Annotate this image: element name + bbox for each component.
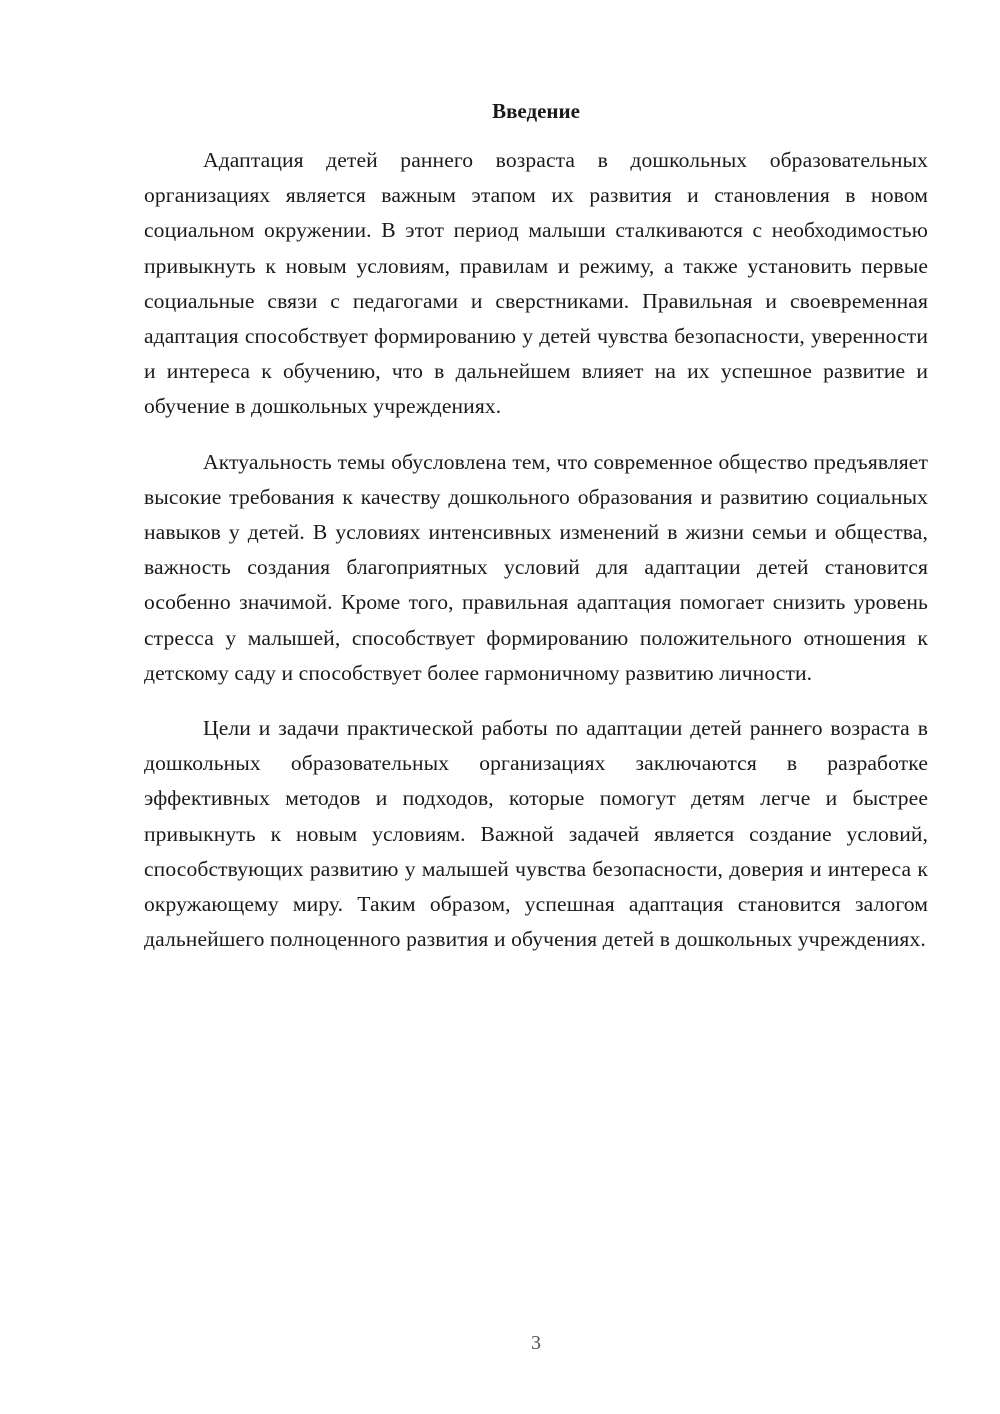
paragraph-1: Адаптация детей раннего возраста в дошкольных образовательных организациях является важным этапом их развития и становления в новом социальном окружении. В этот период малыши сталкиваются с необходимостью привыкнуть к новым условиям, правилам и режиму, а также установить первые социальные связи с педагогами и сверстниками. Правильная и своевременная адаптация способствует формированию у детей чувства безопасности, уверенности и интереса к обучению, что в дальнейшем влияет на их успешное развитие и обучение в дошкольных учреждениях. <box>144 148 928 419</box>
paragraph-3: Цели и задачи практической работы по адаптации детей раннего возраста в дошкольных образовательных организациях заключаются в разработке эффективных методов и подходов, которые помогут детям легче и быстрее привыкнуть к новым условиям. Важной задачей является создание условий, способствующих развитию у малышей чувства безопасности, доверия и интереса к окружающему миру. Таким образом, успешная адаптация становится залогом дальнейшего полноценного развития и обучения детей в дошкольных учреждениях. <box>144 716 928 952</box>
page-number: 3 <box>531 1332 541 1354</box>
document-body <box>144 143 928 977</box>
paragraph-2: Актуальность темы обусловлена тем, что современное общество предъявляет высокие требования к качеству дошкольного образования и развитию социальных навыков у детей. В условиях интенсивных изменений в жизни семьи и общества, важность создания благоприятных условий для адаптации детей становится особенно значимой. Кроме того, правильная адаптация помогает снизить уровень стресса у малышей, способствует формированию положительного отношения к детскому саду и способствует более гармоничному развитию личности. <box>144 449 928 685</box>
page-title: Введение <box>492 99 580 123</box>
